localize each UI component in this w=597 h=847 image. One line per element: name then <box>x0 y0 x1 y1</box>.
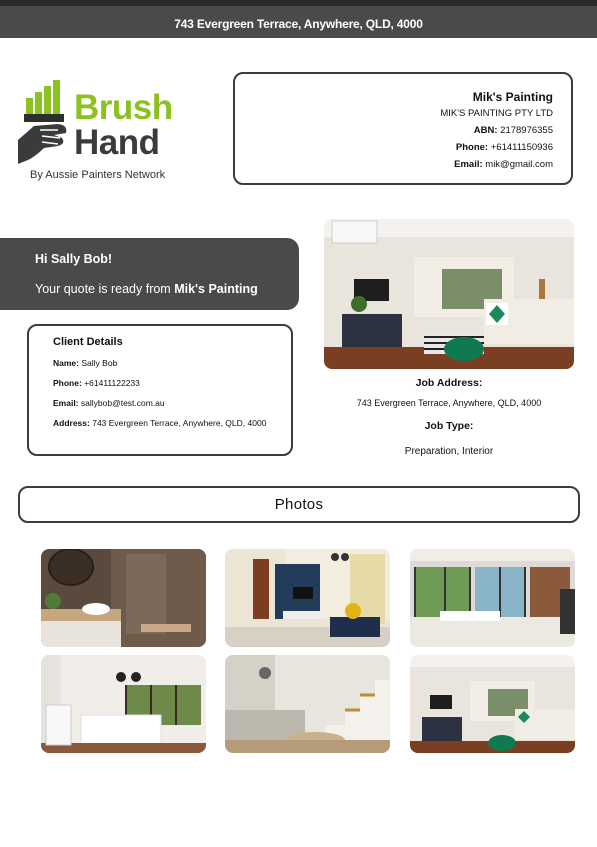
company-abn <box>235 125 553 136</box>
photo-living-room[interactable] <box>225 549 390 647</box>
greeting-company: Mik's Painting <box>174 282 258 296</box>
company-phone-label: Phone: <box>455 142 489 153</box>
job-address-label: Job Address: <box>415 377 483 389</box>
logo-tagline: By Aussie Painters Network <box>30 169 166 181</box>
photo-kitchen[interactable] <box>41 655 206 753</box>
top-address-bar <box>0 0 597 38</box>
greeting-hi: Hi Sally Bob! <box>35 252 113 266</box>
logo-hand-text: Hand <box>74 123 160 162</box>
client-name <box>53 358 279 369</box>
company-name: Mik's Painting <box>472 90 553 104</box>
photo-living-room-2[interactable] <box>410 655 575 753</box>
client-email-value[interactable]: sallybob@test.com.au <box>80 398 165 409</box>
job-type-value: Preparation, Interior <box>404 446 494 457</box>
abn-label: ABN: <box>473 125 498 136</box>
company-email <box>235 159 553 170</box>
job-address-value: 743 Evergreen Terrace, Anywhere, QLD, 4000 <box>356 398 542 408</box>
company-phone <box>235 142 553 153</box>
company-phone-value[interactable]: +61411150936 <box>490 142 553 153</box>
header-address: 743 Evergreen Terrace, Anywhere, QLD, 4000 <box>174 17 423 31</box>
photo-bathroom[interactable] <box>41 549 206 647</box>
client-phone-value[interactable]: +61411122233 <box>84 378 140 389</box>
client-address <box>53 418 279 429</box>
greeting-message-prefix: Your quote is ready from <box>35 282 175 296</box>
photo-balcony[interactable] <box>410 549 575 647</box>
greeting-banner <box>0 238 299 310</box>
company-legal-name: MIK'S PAINTING PTY LTD <box>440 108 553 119</box>
client-name-value: Sally Bob <box>81 358 118 368</box>
photos-section-header <box>18 486 580 523</box>
client-phone <box>53 378 279 389</box>
client-phone-label: Phone: <box>53 378 82 389</box>
client-address-label: Address: <box>53 418 90 429</box>
client-email-label: Email: <box>53 398 79 409</box>
greeting-message <box>35 282 258 296</box>
job-main-photo[interactable] <box>324 219 574 369</box>
client-email <box>53 398 279 409</box>
photos-title: Photos <box>274 496 324 513</box>
abn-value: 2178976355 <box>500 125 553 136</box>
client-details-card <box>27 324 293 456</box>
client-details-title: Client Details <box>53 336 123 348</box>
company-email-label: Email: <box>454 159 483 170</box>
client-address-value: 743 Evergreen Terrace, Anywhere, QLD, 4000 <box>92 418 267 429</box>
brush-hand-logo <box>14 78 204 188</box>
photo-lounge-stairs[interactable] <box>225 655 390 753</box>
company-details-card <box>233 72 573 185</box>
client-name-label: Name: <box>53 358 79 368</box>
logo-brush-text: Brush <box>74 88 173 127</box>
company-email-value[interactable]: mik@gmail.com <box>485 159 553 170</box>
brush-hand-logo-icon <box>14 78 74 168</box>
job-type-label: Job Type: <box>424 420 474 432</box>
